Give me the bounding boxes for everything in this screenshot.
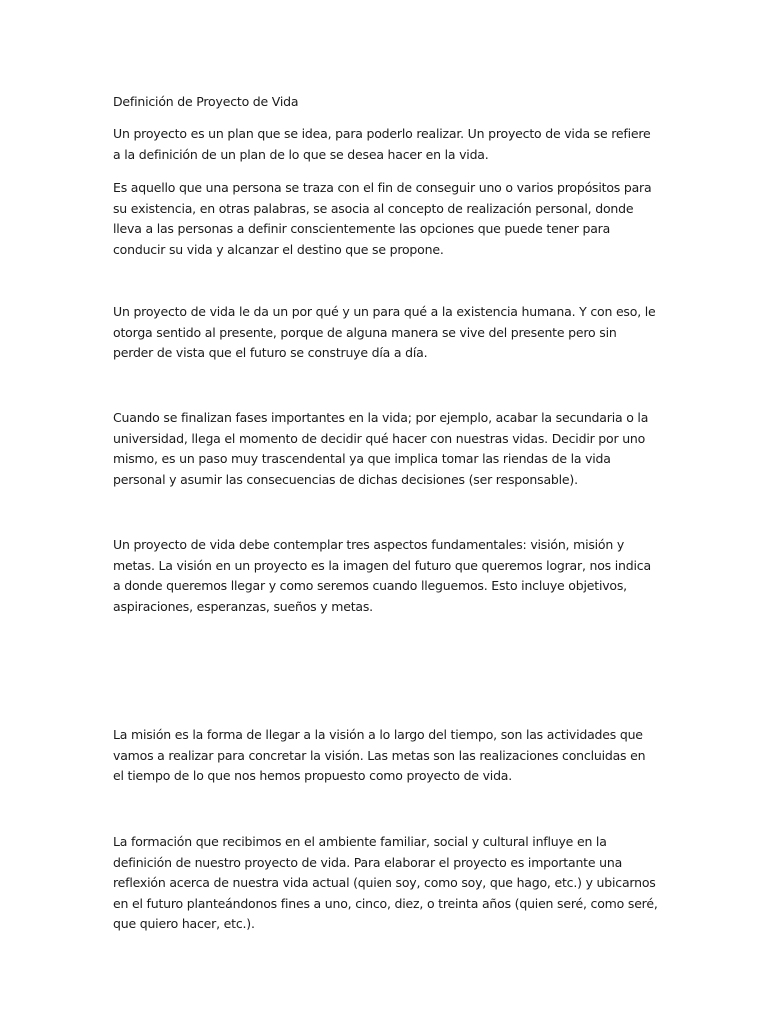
paragraph-3: Un proyecto de vida le da un por qué y un para qué a la existencia humana. Y con eso, le otorga sentido al presente, porque de alguna manera se vive del presente pero sin perder de vista que el futuro se construye día a día. <box>113 304 656 360</box>
paragraph-1: Un proyecto es un plan que se idea, para poderlo realizar. Un proyecto de vida se refiere a la definición de un plan de lo que se desea hacer en la vida. <box>113 126 651 162</box>
paragraph-7: La formación que recibimos en el ambiente familiar, social y cultural influye en la definición de nuestro proyecto de vida. Para elaborar el proyecto es importante una reflexión acerca de nuestra vida actual (quien soy, como soy, que hago, etc.) y ubicarnos en el futuro planteándonos fines a uno, cinco, diez, o treinta años (quien seré, como seré, que quiero hacer, etc.). <box>113 834 658 931</box>
document-title: Definición de Proyecto de Vida <box>113 94 299 109</box>
paragraph-2: Es aquello que una persona se traza con el fin de conseguir uno o varios propósitos para su existencia, en otras palabras, se asocia al concepto de realización personal, donde lleva a las personas a definir conscientemente las opciones que puede tener para conducir su vida y alcanzar el destino que se propone. <box>113 180 652 257</box>
paragraph-4: Cuando se finalizan fases importantes en la vida; por ejemplo, acabar la secundaria o la universidad, llega el momento de decidir qué hacer con nuestras vidas. Decidir por uno mismo, es un paso muy trascendental ya que implica tomar las riendas de la vida personal y asumir las consecuencias de dichas decisiones (ser responsable). <box>113 410 649 487</box>
paragraph-5: Un proyecto de vida debe contemplar tres aspectos fundamentales: visión, misión y metas. La visión en un proyecto es la imagen del futuro que queremos lograr, nos indica a donde queremos llegar y como seremos cuando lleguemos. Esto incluye objetivos, aspiraciones, esperanzas, sueños y metas. <box>113 537 651 614</box>
paragraph-6: La misión es la forma de llegar a la visión a lo largo del tiempo, son las actividades que vamos a realizar para concretar la visión. Las metas son las realizaciones concluidas en el tiempo de lo que nos hemos propuesto como proyecto de vida. <box>113 727 646 783</box>
